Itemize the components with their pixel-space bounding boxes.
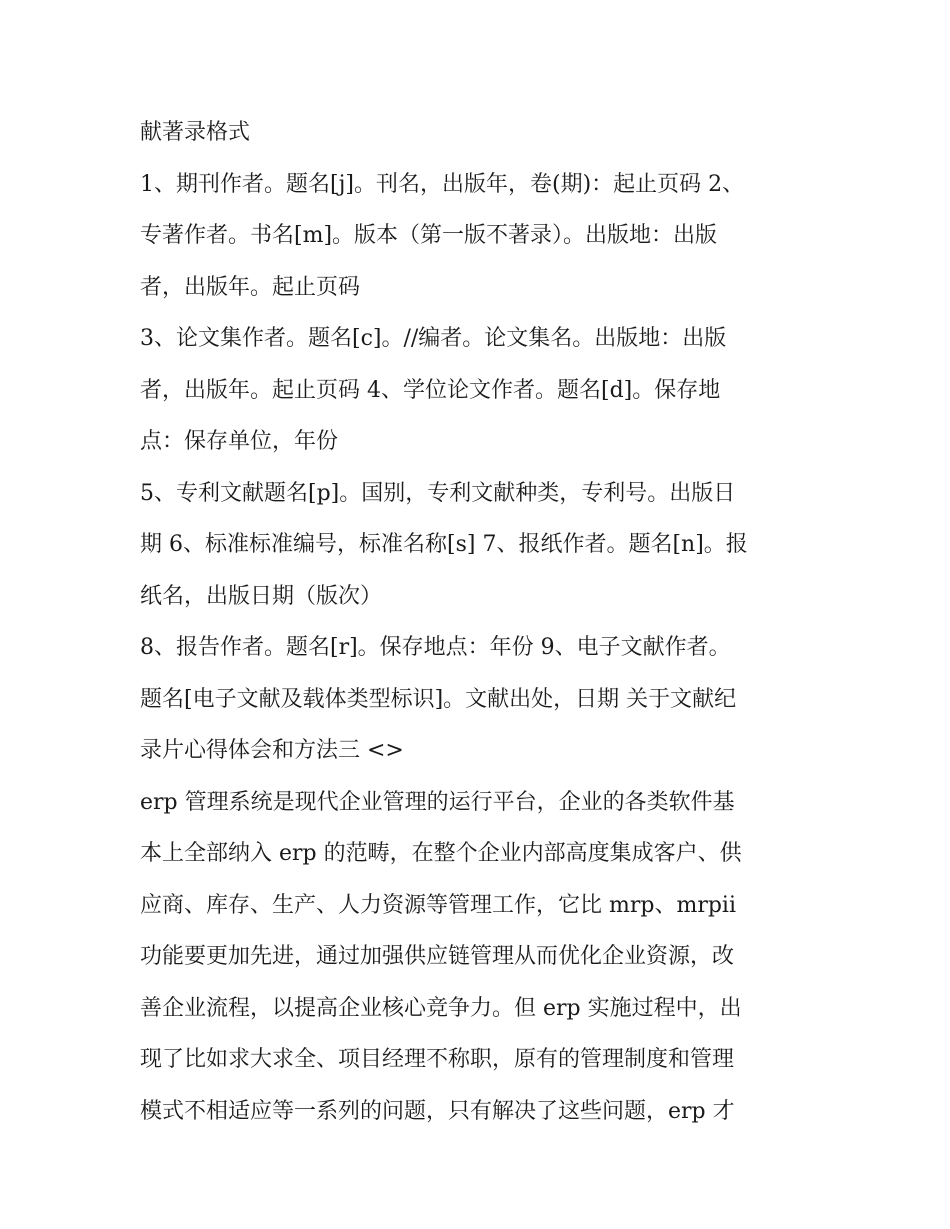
text-line: 点：保存单位，年份: [140, 429, 339, 454]
text-line: 现了比如求大求全、项目经理不称职，原有的管理制度和管理: [140, 1047, 735, 1072]
text-line: 3、论文集作者。题名[c]。//编者。论文集名。出版地：出版: [140, 326, 727, 351]
text-line: 纸名，出版日期（版次）: [140, 583, 383, 609]
text-line: 应商、库存、生产、人力资源等管理工作，它比 mrp、mrpii: [140, 892, 736, 918]
text-line: 献著录格式: [140, 120, 251, 145]
text-line: 者，出版年。起止页码: [140, 274, 361, 300]
text-line: 8、报告作者。题名[r]。保存地点：年份 9、电子文献作者。: [140, 635, 731, 660]
text-line: 录片心得体会和方法三 <>: [140, 738, 404, 763]
text-line: 5、专利文献题名[p]。国别，专利文献种类，专利号。出版日: [140, 480, 736, 506]
text-line: 者，出版年。起止页码 4、学位论文作者。题名[d]。保存地: [140, 377, 721, 403]
text-line: 本上全部纳入 erp 的范畴，在整个企业内部高度集成客户、供: [140, 841, 742, 866]
text-line: 功能要更加先进，通过加强供应链管理从而优化企业资源，改: [140, 944, 735, 969]
text-line: 1、期刊作者。题名[j]。刊名，出版年，卷(期)：起止页码 2、: [140, 171, 745, 197]
text-line: 期 6、标准标准编号，标准名称[s] 7、报纸作者。题名[n]。报: [140, 532, 748, 557]
document-text: [140, 107, 820, 1137]
text-line: 模式不相适应等一系列的问题，只有解决了这些问题，erp 才: [140, 1098, 735, 1124]
text-line: erp 管理系统是现代企业管理的运行平台，企业的各类软件基: [140, 789, 735, 815]
text-line: 专著作者。书名[m]。版本（第一版不著录）。出版地：出版: [140, 223, 718, 248]
text-line: 题名[电子文献及载体类型标识]。文献出处，日期 关于文献纪: [140, 686, 737, 712]
text-line: 善企业流程，以提高企业核心竞争力。但 erp 实施过程中，出: [140, 995, 742, 1021]
